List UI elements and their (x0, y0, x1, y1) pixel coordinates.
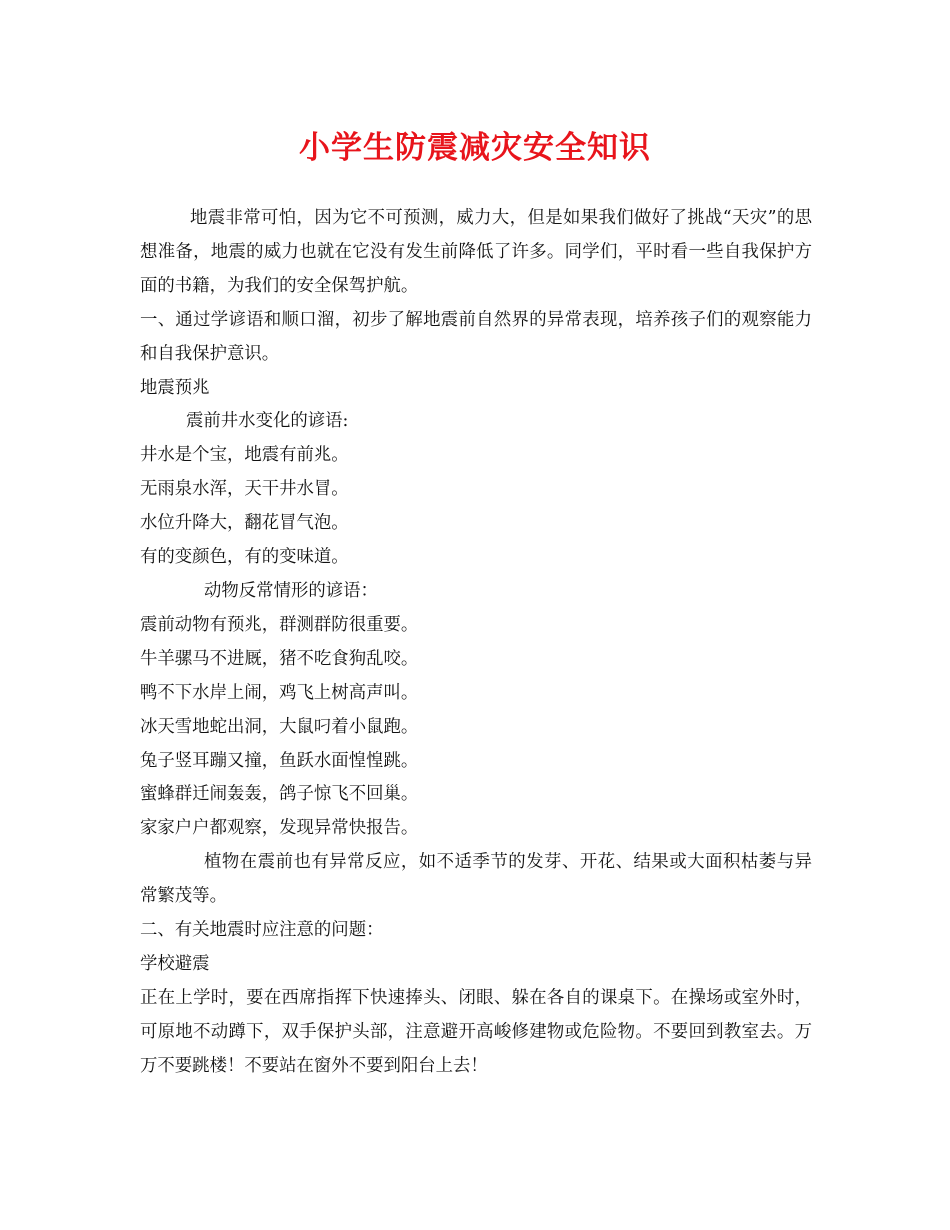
proverb-line: 无雨泉水浑，天干井水冒。 (140, 479, 349, 500)
proverb-line: 鸭不下水岸上闹，鸡飞上树高声叫。 (140, 682, 419, 703)
proverb-line: 冰天雪地蛇出洞，大鼠叼着小鼠跑。 (140, 716, 419, 737)
subheading-well-water-proverbs: 震前井水变化的谚语: (186, 411, 349, 432)
intro-paragraph: 地震非常可怕，因为它不可预测，威力大，但是如果我们做好了挑战“天灾”的思想准备，地震的威力也就在它没有发生前降低了许多。同学们，平时看一些自我保护方面的书籍，为我们的安全保驾护航。 (140, 208, 812, 296)
proverb-line: 震前动物有预兆，群测群防很重要。 (140, 614, 419, 635)
proverb-line: 井水是个宝，地震有前兆。 (140, 445, 349, 466)
proverb-line: 水位升降大，翻花冒气泡。 (140, 513, 349, 534)
document-title: 小学生防震减灾安全知识 (299, 130, 651, 166)
proverb-line: 兔子竖耳蹦又撞，鱼跃水面惶惶跳。 (140, 750, 419, 771)
proverb-line: 有的变颜色，有的变味道。 (140, 547, 349, 568)
proverb-line: 牛羊骡马不进厩，猪不吃食狗乱咬。 (140, 648, 419, 669)
subheading-school-safety: 学校避震 (140, 953, 210, 974)
plant-signs-paragraph: 植物在震前也有异常反应，如不适季节的发芽、开花、结果或大面积枯萎与异常繁茂等。 (140, 852, 812, 907)
subheading-earthquake-signs: 地震预兆 (140, 377, 210, 398)
proverb-line: 家家户户都观察，发现异常快报告。 (140, 818, 419, 839)
section-one-heading: 一、通过学谚语和顺口溜，初步了解地震前自然界的异常表现，培养孩子们的观察能力和自我保护意识。 (140, 309, 812, 364)
proverb-line: 蜜蜂群迁闹轰轰，鸽子惊飞不回巢。 (140, 784, 419, 805)
document-body (140, 202, 812, 1084)
school-safety-paragraph: 正在上学时，要在西席指挥下快速捧头、闭眼、躲在各自的课桌下。在操场或室外时，可原地不动蹲下，双手保护头部，注意避开高峻修建物或危险物。不要回到教室去。万万不要跳楼！不要站在窗外不要到阳台上去！ (140, 987, 812, 1076)
section-two-heading: 二、有关地震时应注意的问题： (140, 920, 384, 941)
subheading-animal-proverbs: 动物反常情形的谚语： (204, 580, 378, 601)
